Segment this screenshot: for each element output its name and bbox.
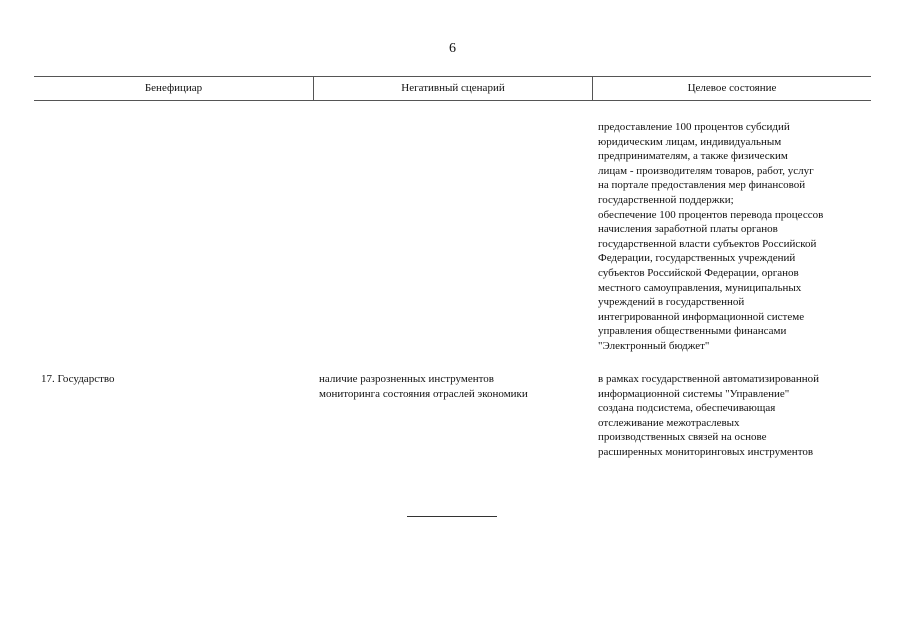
page-number: 6 bbox=[449, 41, 456, 56]
header-target-state: Целевое состояние bbox=[592, 77, 871, 100]
row-17-negative-scenario-cell: наличие разрозненных инструментов мониторинга состояния отраслей экономики bbox=[319, 373, 528, 400]
continuation-target-state-cell: предоставление 100 процентов субсидий юридическим лицам, индивидуальным предпринимателям, а также физическим лицам - производителям товаров, работ, услуг на портале предоставления мер финансовой государственной поддержки; обеспечение 100 процентов перевода процессов начисления заработной платы органов государственной власти субъектов Российской Федерации, государственных учреждений субъектов Российской Федерации, органов местного самоуправления, муниципальных учреждений в государственной интегрированной информационной системе управления общественными финансами "Электронный бюджет" bbox=[598, 121, 824, 352]
header-beneficiary: Бенефициар bbox=[144, 82, 203, 94]
row-17-target-state-cell: в рамках государственной автоматизированной информационной системы "Управление" создана подсистема, обеспечивающая отслеживание межотраслевых производственных связей на основе расширенных мониторинговых инструментов bbox=[598, 373, 819, 458]
footer-separator-line bbox=[407, 516, 497, 517]
header-negative-scenario: Негативный сценарий bbox=[313, 77, 592, 100]
table-header-row bbox=[34, 76, 871, 101]
row-17-beneficiary-cell: 17. Государство bbox=[41, 373, 115, 385]
document-table bbox=[34, 76, 871, 101]
